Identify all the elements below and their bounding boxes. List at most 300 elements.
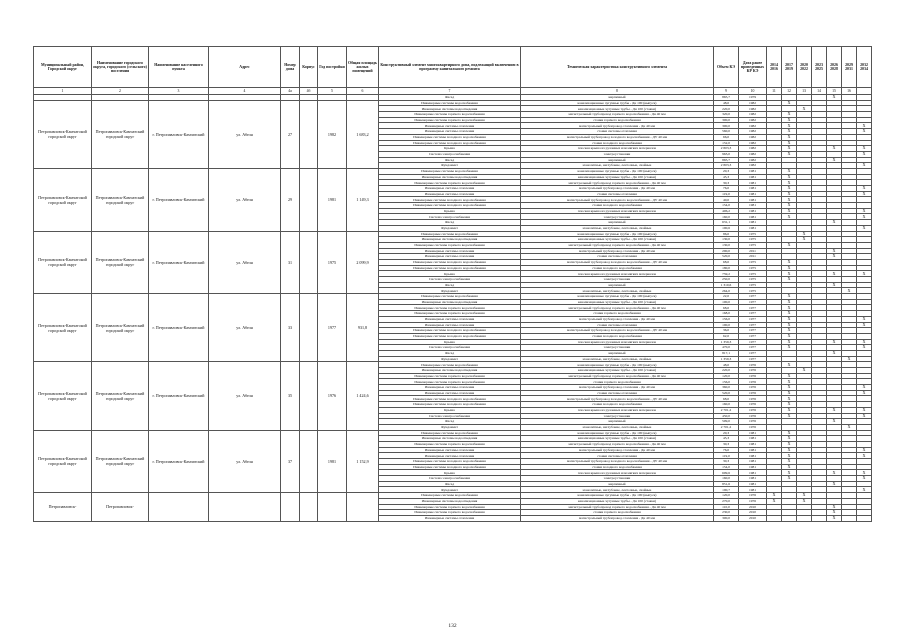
element-tech: канализационные чугунные трубы - Дн 100 (выпуск) [521, 231, 714, 237]
period-mark: Х [782, 208, 797, 214]
element-tech: магистральный трубопровод холодного водоснабжения - ДУ 40 мм [521, 396, 714, 402]
element-tech: канализационные чугунные трубы - Дн 100 (стояки) [521, 498, 714, 504]
element-volume: 76,0 [714, 186, 739, 192]
last-repair-date: 1977 [739, 333, 767, 339]
element-volume: 817,1 [714, 350, 739, 356]
period-mark: Х [782, 112, 797, 118]
element-tech: кирпичный [521, 95, 714, 101]
element-volume: 631,1 [714, 220, 739, 226]
settlement: г. Петропавловск-Камчатский [149, 231, 209, 294]
period-mark: Х [782, 299, 797, 305]
period-mark: Х [782, 294, 797, 300]
element-tech: плоская крыша из рулонных или мягких материалов [521, 407, 714, 413]
last-repair-date: 1976 [739, 379, 767, 385]
last-repair-date: 1981 [739, 225, 767, 231]
living-area: 931,8 [347, 294, 379, 362]
period-mark: Х [782, 402, 797, 408]
element-volume: 865,7 [714, 95, 739, 101]
header-cell: 2032 2034 [857, 47, 872, 88]
period-mark: Х [782, 271, 797, 277]
last-repair-date: 1981 [739, 208, 767, 214]
element-volume: 320,0 [714, 112, 739, 118]
element-name: Фасад [379, 220, 521, 226]
element-name: Система электроснабжения [379, 151, 521, 157]
period-mark: Х [857, 447, 872, 453]
element-name: Инженерные системы горячего водоснабжения [379, 112, 521, 118]
element-tech: монолитные, неглубокие, ленточные, свайные [521, 356, 714, 362]
element-tech: монолитные, неглубокие, ленточные, свайные [521, 424, 714, 430]
municipal-district: Петропавловск-Камчатский городской округ [34, 294, 92, 362]
last-repair-date: 1977 [739, 299, 767, 305]
build-year: 1981 [318, 430, 347, 493]
element-name: Инженерные системы водоснабжения [379, 362, 521, 368]
city-district: Петропавловск-Камчатский городской округ [92, 168, 149, 231]
municipal-district: Петропавловск-Камчатский городской округ [34, 100, 92, 168]
element-tech: канализационные чугунные трубы - Дн 100 (выпуск) [521, 493, 714, 499]
building-corpus [300, 100, 318, 168]
element-name: Инженерные системы холодного водоснабжения [379, 333, 521, 339]
element-volume: 290,0 [714, 248, 739, 254]
element-tech: кирпичный [521, 157, 714, 163]
header-cell: Наименование населенного пункта [149, 47, 209, 88]
period-mark: Х [782, 265, 797, 271]
column-number-row [34, 88, 872, 95]
period-mark: Х [857, 339, 872, 345]
period-mark: Х [782, 396, 797, 402]
header-cell: 2023 2025 [812, 47, 827, 88]
period-mark: Х [857, 191, 872, 197]
element-tech: канализационные чугунные трубы - Дн 100 (выпуск) [521, 100, 714, 106]
element-volume: 154,0 [714, 203, 739, 209]
period-mark: Х [857, 163, 872, 169]
house-number: 27 [281, 100, 300, 168]
last-repair-date: 1976 [739, 396, 767, 402]
element-tech: стояки горячего водоснабжения [521, 510, 714, 516]
period-mark: Х [797, 368, 812, 374]
element-name: Инженерные системы отопления [379, 129, 521, 135]
house-number: 35 [281, 362, 300, 430]
last-repair-date: 1981 [739, 459, 767, 465]
period-mark: Х [767, 493, 782, 499]
period-mark: Х [782, 151, 797, 157]
element-tech: стояки системы отопления [521, 191, 714, 197]
city-district: Петропавловск- [92, 493, 149, 521]
period-mark: Х [857, 345, 872, 351]
element-volume: 110,0 [714, 504, 739, 510]
period-mark: Х [857, 390, 872, 396]
column-number-cell: 15 [827, 88, 842, 95]
element-tech: магистральный трубопровод горячего водоснабжения - Дн 40 мм [521, 504, 714, 510]
street-address: ул. Абеля [209, 168, 281, 231]
period-mark: Х [797, 231, 812, 237]
period-mark: Х [857, 476, 872, 482]
column-number-cell: 8 [521, 88, 714, 95]
element-volume: 520,0 [714, 390, 739, 396]
last-repair-date: 1982 [739, 129, 767, 135]
last-repair-date: 1982 [739, 117, 767, 123]
column-number-cell: 13 [797, 88, 812, 95]
column-number-cell [857, 88, 872, 95]
column-number-cell: 5 [318, 88, 347, 95]
column-number-cell: 6 [347, 88, 379, 95]
element-volume: 2 701,2 [714, 424, 739, 430]
settlement: г. Петропавловск-Камчатский [149, 294, 209, 362]
element-volume: 300,0 [714, 515, 739, 521]
last-repair-date: 1981 [739, 191, 767, 197]
element-tech: канализационные чугунные трубы - Дн 100 (стояки) [521, 299, 714, 305]
element-tech: магистральный трубопровод отопления - Дн 40 мм [521, 186, 714, 192]
last-repair-date: 1975 [739, 242, 767, 248]
element-name: Инженерные системы отопления [379, 515, 521, 521]
period-mark: Х [782, 447, 797, 453]
last-repair-date: 1975 [739, 265, 767, 271]
last-repair-date: 1977 [739, 345, 767, 351]
city-district: Петропавловск-Камчатский городской округ [92, 294, 149, 362]
element-volume: 2 803,3 [714, 163, 739, 169]
element-tech: магистральный трубопровод отопления - Дн 40 мм [521, 316, 714, 322]
period-mark: Х [782, 129, 797, 135]
element-name: Инженерные системы водоснабжения [379, 430, 521, 436]
element-name: Система электроснабжения [379, 476, 521, 482]
element-name: Инженерные системы отопления [379, 447, 521, 453]
living-area: 2 099,9 [347, 231, 379, 294]
period-mark: Х [857, 151, 872, 157]
period-mark: Х [782, 476, 797, 482]
last-repair-date: 1975 [739, 288, 767, 294]
period-mark: Х [782, 311, 797, 317]
element-volume: 168,0 [714, 311, 739, 317]
period-mark: Х [782, 339, 797, 345]
last-repair-date: 1976 [739, 362, 767, 368]
last-repair-date: 1976 [739, 402, 767, 408]
settlement [149, 493, 209, 521]
element-volume: 48,0 [714, 362, 739, 368]
element-volume: 119,0 [714, 191, 739, 197]
period-mark: Х [782, 316, 797, 322]
element-name: Система электроснабжения [379, 413, 521, 419]
element-volume: 759,2 [714, 271, 739, 277]
last-repair-date: 1981 [739, 220, 767, 226]
last-repair-date: 1982 [739, 123, 767, 129]
element-volume: 160,0 [714, 402, 739, 408]
period-mark: Х [782, 180, 797, 186]
element-volume: 130,0 [714, 237, 739, 243]
period-mark: Х [782, 470, 797, 476]
header-cell: Объем КЭ [714, 47, 739, 88]
house-number: 33 [281, 294, 300, 362]
element-volume: 264,0 [714, 288, 739, 294]
period-mark: Х [782, 430, 797, 436]
element-volume: 270,0 [714, 498, 739, 504]
period-mark: Х [782, 441, 797, 447]
last-repair-date: 1981 [739, 174, 767, 180]
last-repair-date: 1976 [739, 385, 767, 391]
last-repair-date: 1977 [739, 311, 767, 317]
element-name: Фундамент [379, 163, 521, 169]
period-mark: Х [782, 453, 797, 459]
element-name: Инженерные системы холодного водоснабжения [379, 402, 521, 408]
element-name: Инженерные системы водоснабжения [379, 294, 521, 300]
element-name: Крыша [379, 407, 521, 413]
element-tech: канализационные чугунные трубы - Дн 100 (стояки) [521, 106, 714, 112]
element-tech: стояки системы отопления [521, 254, 714, 260]
element-name: Инженерные системы водоотведения [379, 174, 521, 180]
last-repair-date: 1982 [739, 163, 767, 169]
header-cell: Адрес [209, 47, 281, 88]
element-volume: 160,0 [714, 476, 739, 482]
column-number-cell: 4 [209, 88, 281, 95]
element-volume: 66,0 [714, 134, 739, 140]
municipal-district: Петропавловск-Камчатский городской округ [34, 168, 92, 231]
element-volume: 160,0 [714, 214, 739, 220]
period-mark: Х [857, 123, 872, 129]
element-tech: канализационные чугунные трубы - Дн 100 (стояки) [521, 237, 714, 243]
element-name: Инженерные системы отопления [379, 191, 521, 197]
element-tech: стояки холодного водоснабжения [521, 402, 714, 408]
element-volume: 230,0 [714, 510, 739, 516]
element-tech: стояки горячего водоснабжения [521, 379, 714, 385]
element-name: Инженерные системы горячего водоснабжения [379, 305, 521, 311]
period-mark: Х [782, 203, 797, 209]
element-volume: 152,0 [714, 140, 739, 146]
element-name: Фасад [379, 350, 521, 356]
element-tech: магистральный трубопровод горячего водоснабжения - Дн 40 мм [521, 305, 714, 311]
column-number-cell: 4б [300, 88, 318, 95]
period-mark: Х [857, 487, 872, 493]
element-tech: стояки холодного водоснабжения [521, 464, 714, 470]
build-year [318, 493, 347, 521]
settlement: г. Петропавловск-Камчатский [149, 430, 209, 493]
living-area [347, 493, 379, 521]
element-volume: 100,0 [714, 299, 739, 305]
living-area: 1 149,3 [347, 168, 379, 231]
last-repair-date: 2011 [739, 254, 767, 260]
last-repair-date: 1981 [739, 470, 767, 476]
column-number-cell: 3 [149, 88, 209, 95]
element-name: Фасад [379, 157, 521, 163]
municipal-district: Петропавловск-Камчатский городской округ [34, 430, 92, 493]
element-volume: 220,0 [714, 106, 739, 112]
header-cell: Общая площадь жилых помещений [347, 47, 379, 88]
period-mark: Х [782, 242, 797, 248]
element-name: Фасад [379, 419, 521, 425]
element-name: Инженерные системы холодного водоснабжения [379, 464, 521, 470]
element-tech: стояки системы отопления [521, 129, 714, 135]
street-address: ул. Абеля [209, 100, 281, 168]
last-repair-date: 1981 [739, 476, 767, 482]
header-cell: Конструктивный элемент многоквартирного дома, подлежащий включению в программу капитального ремонта [379, 47, 521, 88]
period-mark: Х [782, 168, 797, 174]
last-repair-date: 1976 [739, 498, 767, 504]
last-repair-date: 1982 [739, 157, 767, 163]
element-name: Инженерные системы холодного водоснабжения [379, 459, 521, 465]
element-tech: электроустановки [521, 345, 714, 351]
element-name: Инженерные системы водоотведения [379, 299, 521, 305]
element-volume: 120,0 [714, 373, 739, 379]
column-number-cell: 4а [281, 88, 300, 95]
element-volume: 406,2 [714, 208, 739, 214]
element-name: Инженерные системы горячего водоснабжения [379, 504, 521, 510]
last-repair-date: 1981 [739, 168, 767, 174]
period-mark: Х [827, 481, 842, 487]
element-volume: 2 701,2 [714, 407, 739, 413]
last-repair-date: 1975 [739, 277, 767, 283]
element-tech: канализационные чугунные трубы - Дн 100 (стояки) [521, 436, 714, 442]
last-repair-date: 1982 [739, 151, 767, 157]
element-name: Система электроснабжения [379, 345, 521, 351]
build-year: 1977 [318, 294, 347, 362]
element-name: Инженерные системы отопления [379, 390, 521, 396]
header-cell: Техническая характеристика конструктивного элемента [521, 47, 714, 88]
street-address [209, 493, 281, 521]
element-volume: 68,0 [714, 396, 739, 402]
element-volume: 30,3 [714, 180, 739, 186]
last-repair-date: 1976 [739, 390, 767, 396]
period-mark: Х [782, 305, 797, 311]
element-name: Крыша [379, 208, 521, 214]
period-mark: Х [782, 322, 797, 328]
living-area: 1 683,2 [347, 100, 379, 168]
header-cell: Корпус [300, 47, 318, 88]
living-area: 1 424,6 [347, 362, 379, 430]
element-tech: стояки холодного водоснабжения [521, 333, 714, 339]
last-repair-date: 1977 [739, 356, 767, 362]
city-district: Петропавловск-Камчатский городской округ [92, 430, 149, 493]
last-repair-date: 2010 [739, 510, 767, 516]
period-mark: Х [782, 436, 797, 442]
element-name: Крыша [379, 271, 521, 277]
element-name: Инженерные системы горячего водоснабжения [379, 242, 521, 248]
last-repair-date: 1982 [739, 140, 767, 146]
element-name: Инженерные системы горячего водоснабжения [379, 379, 521, 385]
header-cell: Номер дома [281, 47, 300, 88]
house-number [281, 493, 300, 521]
last-repair-date: 2010 [739, 504, 767, 510]
element-volume: 609,6 [714, 470, 739, 476]
element-volume: 851,6 [714, 481, 739, 487]
last-repair-date: 1981 [739, 203, 767, 209]
column-number-cell: 2 [92, 88, 149, 95]
period-mark: Х [782, 259, 797, 265]
element-volume: 865,7 [714, 157, 739, 163]
period-mark: Х [767, 498, 782, 504]
column-number-cell: 12 [782, 88, 797, 95]
column-number-cell: 9 [714, 88, 739, 95]
period-mark: Х [827, 95, 842, 101]
element-volume: 300,0 [714, 123, 739, 129]
element-tech: монолитные, неглубокие, ленточные, свайные [521, 487, 714, 493]
period-mark: Х [857, 322, 872, 328]
element-name: Фундамент [379, 424, 521, 430]
program-sheet [33, 46, 871, 522]
building-corpus [300, 168, 318, 231]
element-tech: кирпичный [521, 419, 714, 425]
element-name: Инженерные системы холодного водоснабжения [379, 259, 521, 265]
element-volume: 360,0 [714, 385, 739, 391]
header-cell: Дата ранее проведенных КР КЭ [739, 47, 767, 88]
period-mark: Х [857, 316, 872, 322]
element-tech: монолитные, неглубокие, ленточные, свайные [521, 225, 714, 231]
element-name: Крыша [379, 339, 521, 345]
element-volume: 250,0 [714, 277, 739, 283]
element-name: Крыша [379, 146, 521, 152]
period-mark: Х [782, 464, 797, 470]
city-district: Петропавловск-Камчатский городской округ [92, 100, 149, 168]
element-name: Инженерные системы горячего водоснабжения [379, 441, 521, 447]
element-name: Инженерные системы горячего водоснабжения [379, 510, 521, 516]
element-volume: 20,3 [714, 168, 739, 174]
building-corpus [300, 362, 318, 430]
period-mark: Х [857, 453, 872, 459]
street-address: ул. Абеля [209, 362, 281, 430]
building-corpus [300, 493, 318, 521]
period-mark: Х [782, 407, 797, 413]
element-tech: плоская крыша из рулонных или мягких материалов [521, 470, 714, 476]
element-volume: 119,0 [714, 453, 739, 459]
element-tech: плоская крыша из рулонных или мягких материалов [521, 271, 714, 277]
element-tech: электроустановки [521, 214, 714, 220]
period-mark: Х [782, 277, 797, 283]
last-repair-date: 1975 [739, 271, 767, 277]
period-mark: Х [827, 350, 842, 356]
last-repair-date: 1977 [739, 322, 767, 328]
element-volume: 190,6 [714, 225, 739, 231]
period-mark: Х [782, 117, 797, 123]
last-repair-date: 1981 [739, 186, 767, 192]
period-mark: Х [857, 413, 872, 419]
period-mark: Х [782, 373, 797, 379]
last-repair-date: 1975 [739, 259, 767, 265]
period-mark: Х [827, 220, 842, 226]
last-repair-date: 2010 [739, 515, 767, 521]
period-mark: Х [857, 225, 872, 231]
last-repair-date: 1977 [739, 316, 767, 322]
element-tech: стояки холодного водоснабжения [521, 140, 714, 146]
period-mark [842, 515, 857, 521]
element-name: Фундамент [379, 487, 521, 493]
period-mark: Х [782, 390, 797, 396]
settlement: г. Петропавловск-Камчатский [149, 100, 209, 168]
last-repair-date: 1977 [739, 328, 767, 334]
street-address: ул. Абеля [209, 231, 281, 294]
element-name: Инженерные системы горячего водоснабжения [379, 311, 521, 317]
element-name: Инженерные системы горячего водоснабжения [379, 117, 521, 123]
period-mark [782, 515, 797, 521]
element-tech: магистральный трубопровод отопления - Дн 40 мм [521, 385, 714, 391]
municipal-district: Петропавловск-Камчатский городской округ [34, 231, 92, 294]
building-corpus [300, 231, 318, 294]
period-mark: Х [827, 419, 842, 425]
period-mark: Х [857, 146, 872, 152]
element-tech: канализационные чугунные трубы - Дн 100 (выпуск) [521, 362, 714, 368]
living-area: 1 152,9 [347, 430, 379, 493]
element-volume: 86,0 [714, 231, 739, 237]
element-name: Инженерные системы холодного водоснабжения [379, 134, 521, 140]
period-mark: Х [782, 385, 797, 391]
element-volume: 22,0 [714, 294, 739, 300]
period-mark: Х [842, 424, 857, 430]
last-repair-date: 1976 [739, 493, 767, 499]
element-name: Фасад [379, 481, 521, 487]
element-volume: 68,0 [714, 305, 739, 311]
last-repair-date: 1981 [739, 481, 767, 487]
element-name: Фундамент [379, 288, 521, 294]
period-mark: Х [797, 498, 812, 504]
element-name: Инженерные системы холодного водоснабжения [379, 203, 521, 209]
period-mark: Х [827, 339, 842, 345]
period-mark: Х [782, 379, 797, 385]
last-repair-date: 1982 [739, 112, 767, 118]
